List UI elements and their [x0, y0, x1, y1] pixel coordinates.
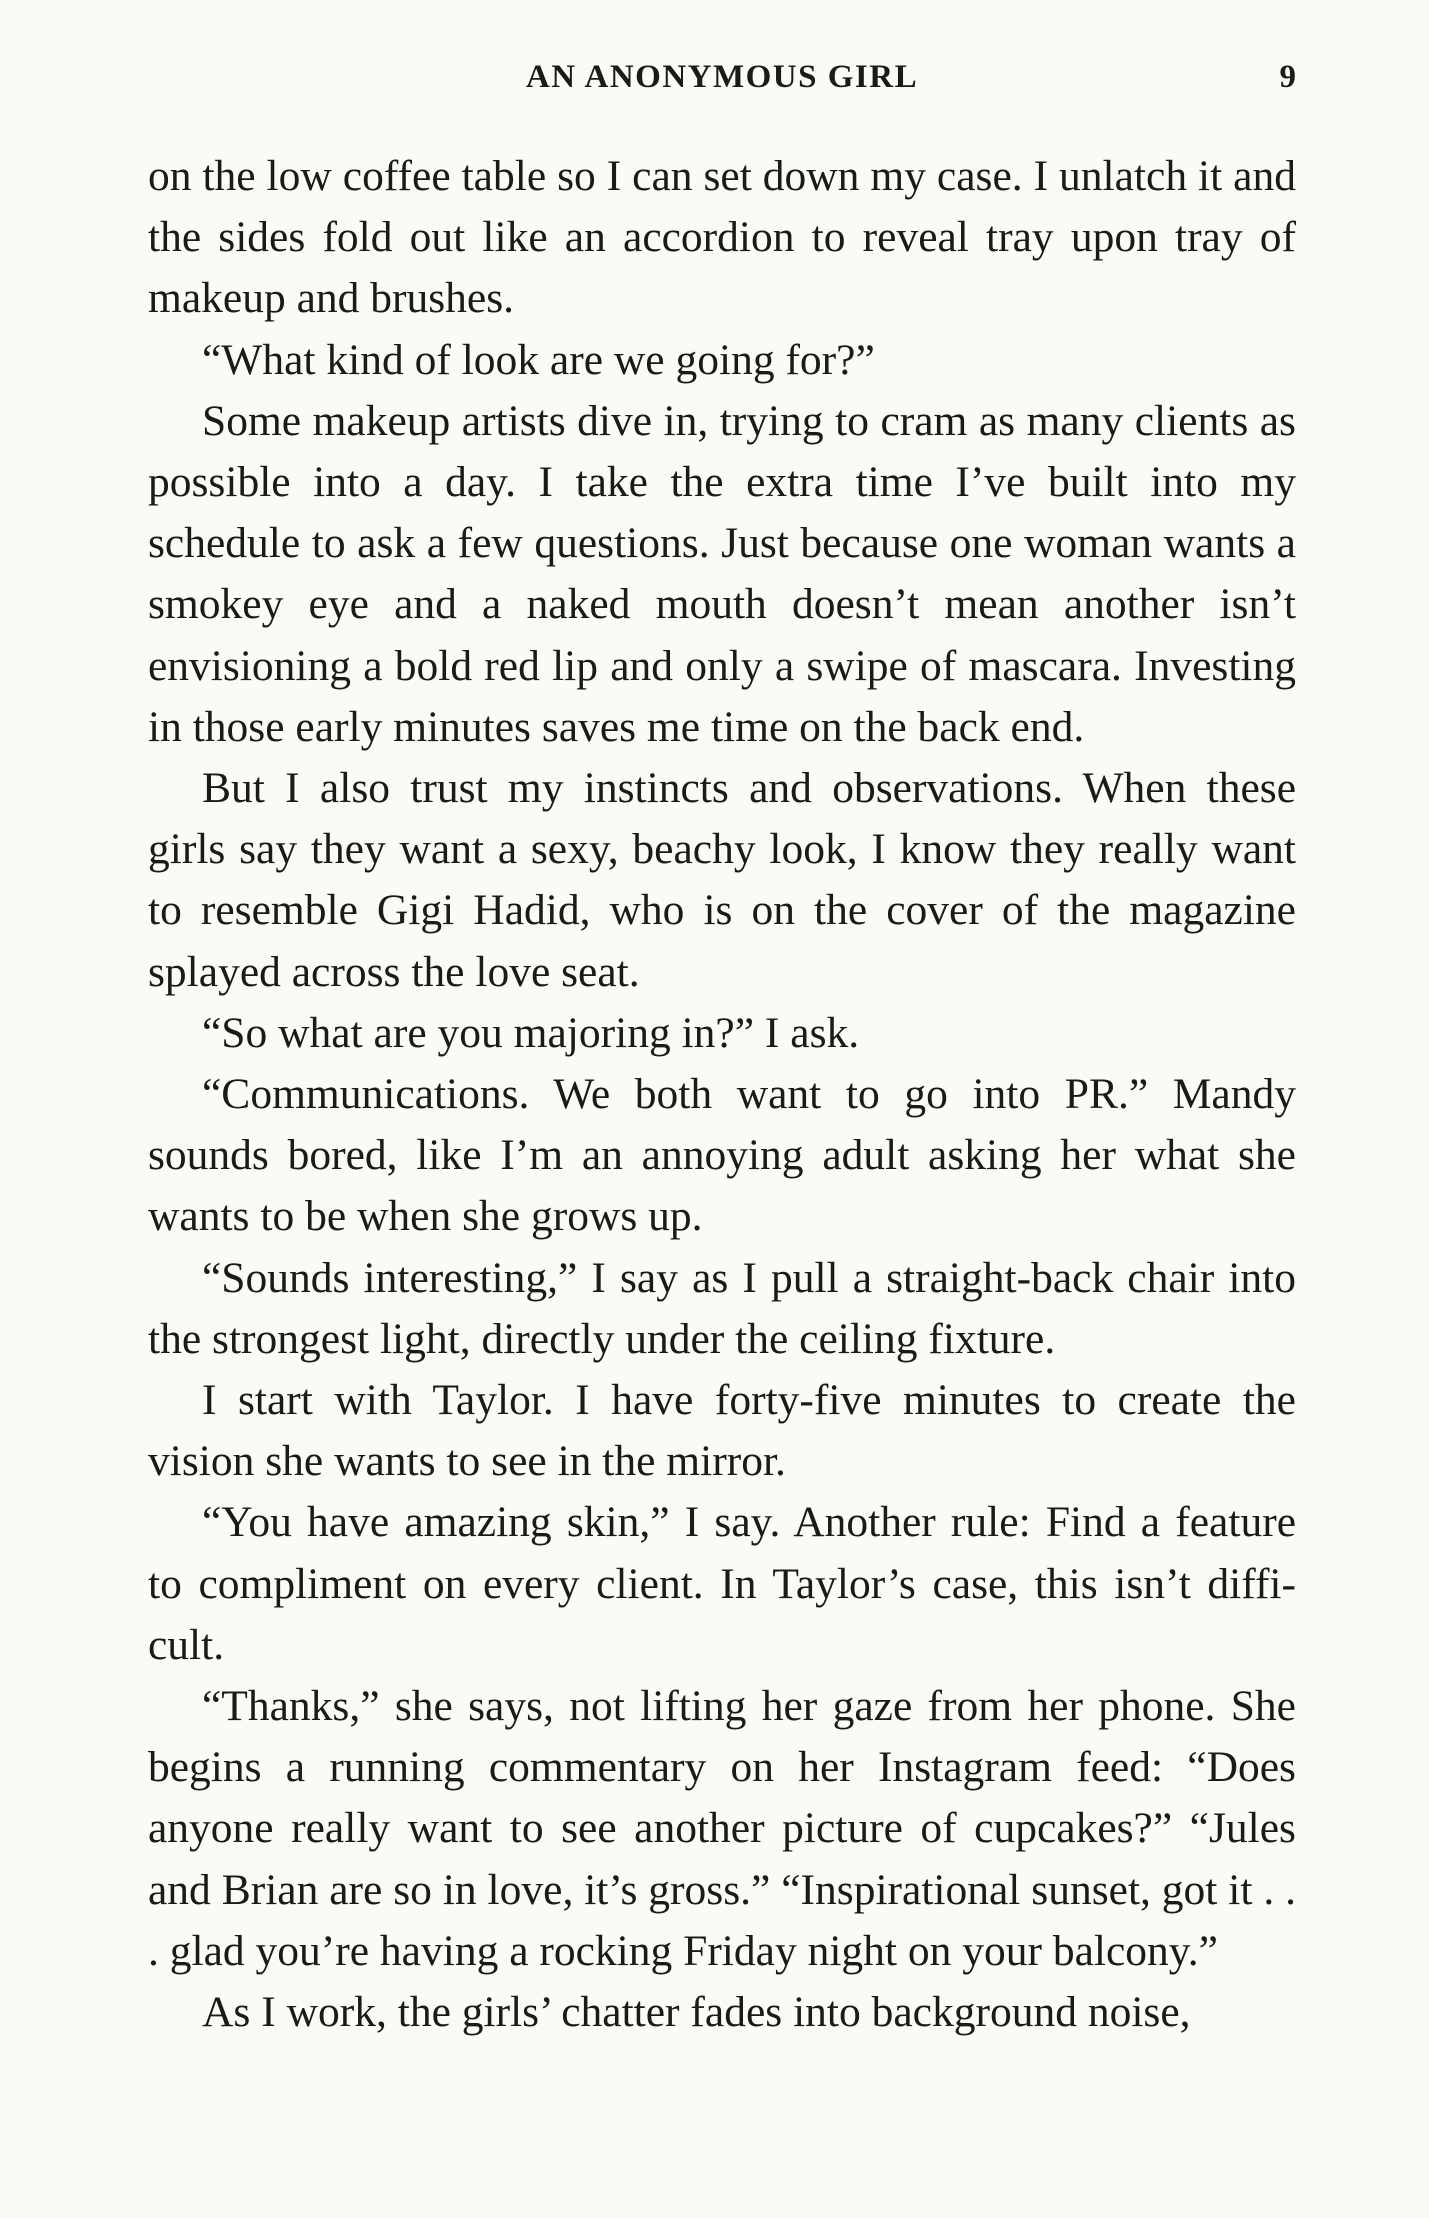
body-text: [148, 146, 1296, 2043]
paragraph: “Thanks,” she says, not lifting her gaze from her phone. She begins a running commentary on her Instagram feed: “Does anyone really want to see another picture of cupcakes?” “Jules and Brian are so in love, it’s gross.” “Inspirational sunset, got it . . . glad you’re having a rocking Friday night on your balcony.”: [148, 1682, 1296, 1975]
page-number: 9: [1279, 59, 1296, 95]
paragraph: But I also trust my instincts and observations. When these girls say they want a sexy, beachy look, I know they really want to resemble Gigi Hadid, who is on the cover of the magazine splayed across the love seat.: [148, 764, 1296, 996]
paragraph: “Sounds interesting,” I say as I pull a straight-back chair into the strongest light, directly under the ceiling fixture.: [148, 1253, 1296, 1363]
paragraph: “You have amazing skin,” I say. Another rule: Find a feature to compliment on every client. In Taylor’s case, this isn’t diffi-cult.: [148, 1498, 1296, 1669]
paragraph: As I work, the girls’ chatter fades into background noise,: [202, 1988, 1191, 2037]
paragraph: “Communications. We both want to go into PR.” Mandy sounds bored, like I’m an annoying adult asking her what she wants to be when she grows up.: [148, 1070, 1296, 1241]
paragraph: “What kind of look are we going for?”: [202, 335, 875, 384]
paragraph: on the low coffee table so I can set down my case. I unlatch it and the sides fold out like an accordion to reveal tray upon tray of makeup and brushes.: [148, 152, 1296, 323]
running-title: AN ANONYMOUS GIRL: [525, 59, 919, 95]
running-head: [148, 52, 1296, 102]
paragraph: “So what are you majoring in?” I ask.: [202, 1008, 860, 1057]
paragraph: I start with Taylor. I have forty-five minutes to create the vision she wants to see in the mirror.: [148, 1376, 1296, 1486]
paragraph: Some makeup artists dive in, trying to cram as many clients as possible into a day. I take the extra time I’ve built into my schedule to ask a few questions. Just because one woman wants a smokey eye and a naked mouth doesn’t mean another isn’t envisioning a bold red lip and only a swipe of mascara. Investing in those early minutes saves me time on the back end.: [148, 396, 1296, 751]
